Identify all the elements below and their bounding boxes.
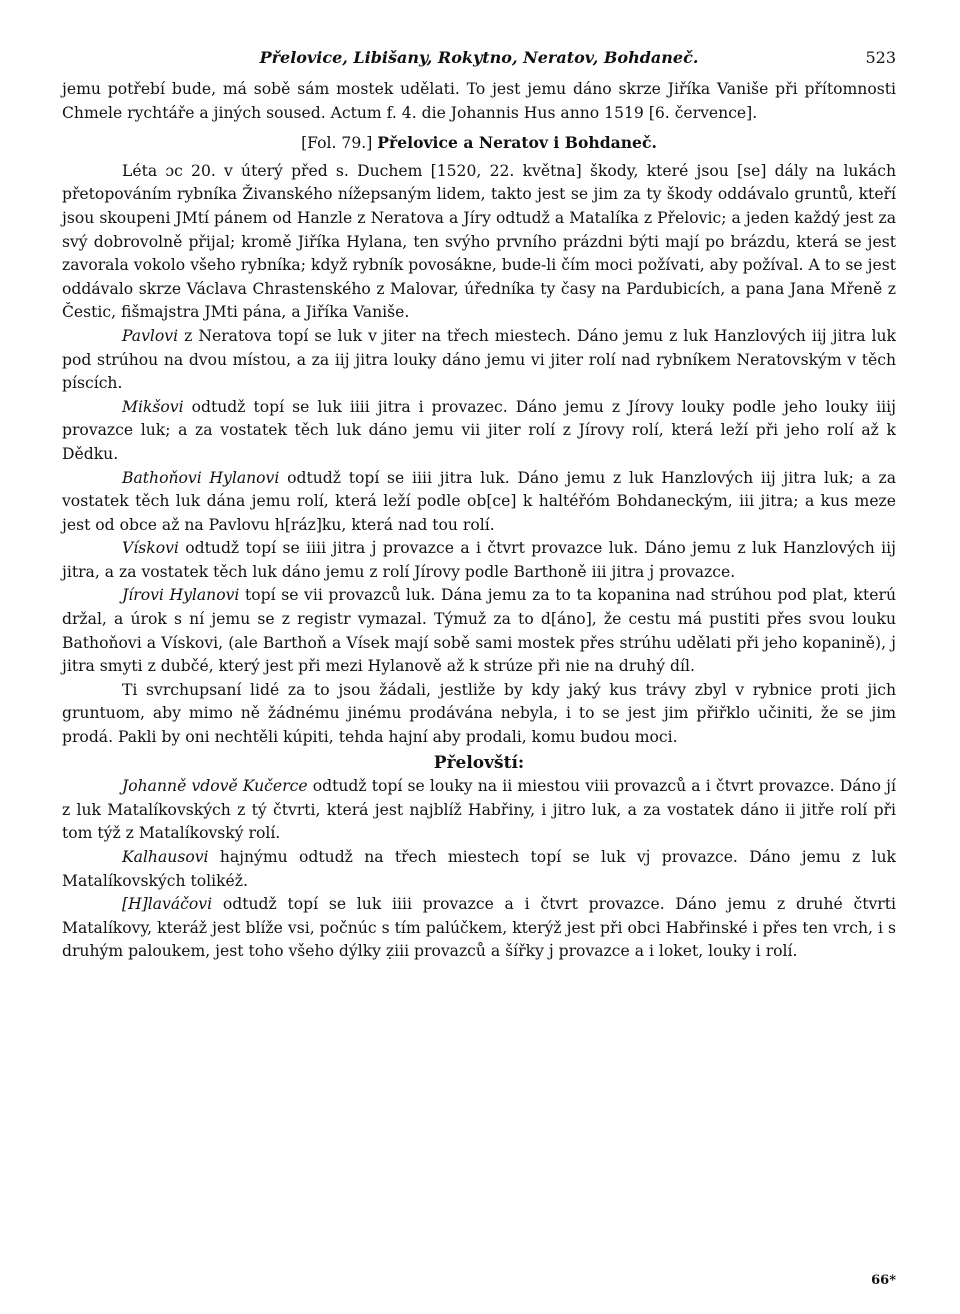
paragraph: Léta ɔc 20. v úterý před s. Duchem [1520, 22. května] škody, které jsou [se] dály na lukách přetopováním rybníka Živanského nížepsaným lidem, takto jest se jim za ty škody oddávalo gruntů, kteří jsou skoupeni JMtí pánem od Hanzle z Neratova a Jíry odtudž a Matalíka z Přelovic; a jeden každý jest za svý dobrovolně přijal; kromě Jiříka Hylana, ten svýho prvního prázdni býti mají po brázdu, která se jest zavorala vokolo všeho rybníka; když rybník povosákne, bude-li čím moci požívati, aby požíval. A to se jest oddávalo skrze Václava Chrastenského z Malovar, úředníka ty časy na Pardubicích, a pana Jana Mřeně z Čestic, fišmajstra JMti pána, a Jiříka Vaniše. [62, 161, 896, 322]
entry-paragraph [62, 396, 896, 467]
body-text [62, 78, 896, 964]
section-heading: Přelovští: [433, 752, 525, 773]
entry-name: [H]laváčovi [122, 895, 213, 914]
entry-paragraph [62, 893, 896, 964]
entry-paragraph [62, 467, 896, 538]
entry-name: Bathoňovi Hylanovi [122, 468, 280, 487]
entry-name: Johanně vdově Kučerce [122, 777, 308, 796]
entry-name: Vískovi [122, 539, 179, 558]
folio-reference: [Fol. 79.] [301, 134, 373, 153]
paragraph: Ti svrchupsaní lidé za to jsou žádali, jestliže by kdy jaký kus trávy zbyl v rybnice proti jich gruntuom, aby mimo ně žádnému jinému prodávána nebyla, i to se jest jim přiřklo učiniti, že se jim prodá. Pakli by oni nechtěli kúpiti, tehda hajní aby prodali, komu budou moci. [62, 680, 896, 747]
signature-mark: 66* [871, 1273, 896, 1288]
entry-text: odtudž topí se luk iiii provazce a i čtvrt provazce. Dáno jemu z druhé čtvrti Matalíkovy, kteráž jest blíže vsi, počnúc s tím palúčkem, kterýž jest při obci Habřinské i přes ten vrch, i s druhým paloukem, jest toho všeho dýlky ẓiii provazců a šířky ȷ̇ provazce a i loket, louky i rolí. [62, 895, 896, 961]
entry-text: odtudž topí se iiii jitra luk. Dáno jemu z luk Hanzlových iiȷ̇ jitra luk; a za vostatek těch luk dána jemu rolí, která leží podle ob[ce] k haltéřóm Bohdaneckým, iii jitra; a kus meze jest od obce až na Pavlovu h[ráz]ku, která nad tou rolí. [62, 468, 897, 534]
entry-name: Mikšovi [122, 397, 184, 416]
entry-paragraph [62, 537, 896, 584]
record-title: Přelovice a Neratov i Bohdaneč. [377, 133, 657, 153]
paragraph: jemu potřebí bude, má sobě sám mostek udělati. To jest jemu dáno skrze Jiříka Vaniše při přítomnosti Chmele rychtáře a jiných soused. Actum f. 4. die Johannis Hus anno 1519 [6. července]. [62, 80, 896, 122]
entry-paragraph [62, 846, 896, 893]
entry-name: Kalhausovi [122, 848, 209, 866]
entry-name: Pavlovi [122, 326, 179, 345]
page-number: 523 [865, 48, 896, 67]
entry-text: hajnýmu odtudž na třech miestech topí se luk vȷ̇ provazce. Dáno jemu z luk Matalíkovských tolikéž. [62, 848, 896, 890]
entry-text: topí se vii provazců luk. Dána jemu za to ta kopanina nad strúhou pod plat, kterú držal, a úrok s ní jemu se z registr vymazal. Týmuž za to d[áno], že cestu má pustiti přes svou louku Bathoňovi a Vískovi, (ale Barthoň a Vísek mají sobě sami mostek přes strúhu udělati při jeho kopanině), ȷ̇ jitra smyti z dubčé, který jest při mezi Hylanově až k strúze při nie na druhý díl. [62, 586, 896, 676]
entry-paragraph [62, 325, 896, 396]
running-title: Přelovice, Libišany, Rokytno, Neratov, Bohdaneč. [259, 48, 699, 67]
entry-text: odtudž topí se luk iiii jitra i provazec. Dáno jemu z Jírovy louky podle jeho louky iiiȷ̇ provazce luk; a za vostatek těch luk dáno jemu vii jiter rolí z Jírovy rolí, která leží při jeho rolí až k Dědku. [62, 397, 896, 463]
entry-paragraph [62, 775, 896, 846]
entry-text: odtudž topí se louky na ii miestou viii provazců a i čtvrt provazce. Dáno jí z luk Matalíkovských z tý čtvrti, která jest najblíž Habřiny, i jitro luk, a za vostatek dáno ii jitře rolí při tom týž z Matalíkovský rolí. [62, 777, 897, 843]
book-page [62, 48, 897, 1288]
entry-text: z Neratova topí se luk v jiter na třech miestech. Dáno jemu z luk Hanzlových iiȷ̇ jitra luk pod strúhou na dvou místou, a za iiȷ̇ jitra louky dáno jemu vi jiter rolí nad rybníkem Neratovským v těch píscích. [62, 326, 896, 393]
entry-text: odtudž topí se iiii jitra ȷ̇ provazce a i čtvrt provazce luk. Dáno jemu z luk Hanzlových iiȷ̇ jitra, a za vostatek těch luk dáno jemu z rolí Jírovy podle Barthoně iii jitra ȷ̇ provazce. [62, 539, 896, 581]
entry-paragraph [62, 584, 896, 678]
record-heading [62, 131, 896, 156]
entry-name: Jírovi Hylanovi [122, 586, 240, 605]
running-head [62, 48, 896, 78]
